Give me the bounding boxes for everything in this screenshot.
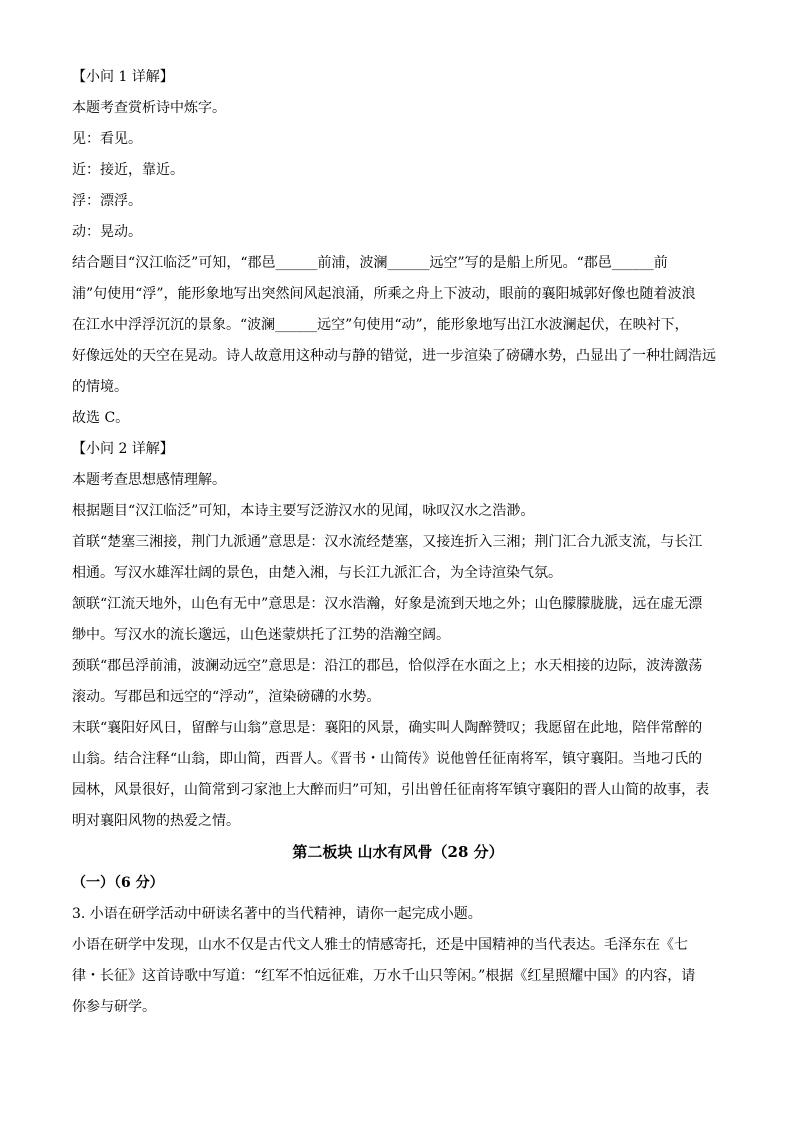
text-line: 园林，风景很好，山简常到刁家池上大醉而归”可知，引出曾任征南将军镇守襄阳的晋人山简的故事，表 xyxy=(72,782,710,798)
section1-body xyxy=(72,93,724,434)
text-line: 根据题目“汉江临泛”可知，本诗主要写泛游汉水的见闻，咏叹汉水之浩渺。 xyxy=(72,503,535,519)
section2-body xyxy=(72,465,724,837)
text-line: 缈中。写汉水的流长邈远，山色迷蒙烘托了江势的浩瀚空阔。 xyxy=(72,627,450,643)
block-title: 第二板块 山水有风骨（28 分） xyxy=(292,843,504,861)
text-line: 滚动。写郡邑和远空的“浮动”，渲染磅礴的水势。 xyxy=(72,689,381,705)
text-line: 3. 小语在研学活动中研读名著中的当代精神，请你一起完成小题。 xyxy=(72,906,482,922)
text-line: 明对襄阳风物的热爱之情。 xyxy=(72,813,240,829)
document-page xyxy=(72,62,724,1023)
question-body xyxy=(72,899,724,1023)
text-line: 本题考查赏析诗中炼字。 xyxy=(72,100,226,116)
text-line: 动：晃动。 xyxy=(72,224,142,240)
text-line: 的情境。 xyxy=(72,379,128,395)
text-line: 你参与研学。 xyxy=(72,999,156,1015)
text-line: 本题考查思想感情理解。 xyxy=(72,472,226,488)
text-line: 小语在研学中发现，山水不仅是古代文人雅士的情感寄托，还是中国精神的当代表达。毛泽东在《七 xyxy=(72,937,688,953)
text-line: 末联“襄阳好风日，留醉与山翁”意思是：襄阳的风景，确实叫人陶醉赞叹；我愿留在此地，陪伴常醉的 xyxy=(72,720,703,736)
text-line: 在江水中浮浮沉沉的景象。“波澜______远空”句使用“动”，能形象地写出江水波澜起伏，在映衬下， xyxy=(72,317,689,333)
text-line: 结合题目“汉江临泛”可知，“郡邑______前浦，波澜______远空”写的是船上所见。“郡邑______前 xyxy=(72,255,668,271)
section2-heading: 【小问 2 详解】 xyxy=(72,441,174,457)
text-line: 浮：漂浮。 xyxy=(72,193,142,209)
text-line: 见：看见。 xyxy=(72,131,142,147)
subsection-heading: （一）（6 分） xyxy=(72,875,164,891)
text-line: 浦”句使用“浮”，能形象地写出突然间风起浪涌，所乘之舟上下波动，眼前的襄阳城郭好像也随着波浪 xyxy=(72,286,696,302)
text-line: 近：接近，靠近。 xyxy=(72,162,184,178)
text-line: 首联“楚塞三湘接，荆门九派通”意思是：汉水流经楚塞，又接连折入三湘；荆门汇合九派支流，与长江 xyxy=(72,534,703,550)
text-line: 故选 C。 xyxy=(72,410,130,426)
text-line: 好像远处的天空在晃动。诗人故意用这种动与静的错觉，进一步渲染了磅礴水势，凸显出了一种壮阔浩远 xyxy=(72,348,716,364)
section1-heading: 【小问 1 详解】 xyxy=(72,69,174,85)
text-line: 律・长征》这首诗歌中写道：“红军不怕远征难，万水千山只等闲。”根据《红星照耀中国》的内容，请 xyxy=(72,968,696,984)
text-line: 颔联“江流天地外，山色有无中”意思是：汉水浩瀚，好象是流到天地之外；山色朦朦胧胧，远在虚无漂 xyxy=(72,596,703,612)
text-line: 颈联“郡邑浮前浦，波澜动远空”意思是：沿江的郡邑，恰似浮在水面之上；水天相接的边际，波涛激荡 xyxy=(72,658,703,674)
text-line: 山翁。结合注释“山翁，即山简，西晋人。《晋书・山简传》说他曾任征南将军，镇守襄阳。当地刁氏的 xyxy=(72,751,703,767)
text-line: 相通。写汉水雄浑壮阔的景色，由楚入湘，与长江九派汇合，为全诗渲染气氛。 xyxy=(72,565,562,581)
